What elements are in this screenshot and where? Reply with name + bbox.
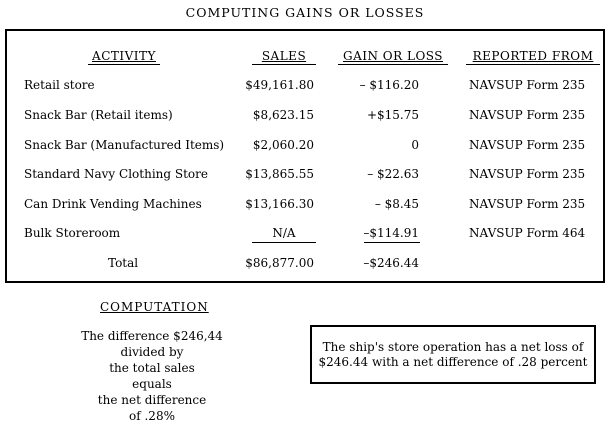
gains-losses-table: [5, 29, 605, 283]
row-activity: Retail store: [24, 78, 95, 92]
computation-line: equals: [132, 377, 172, 391]
gain-total-rule: [364, 242, 420, 243]
header-gain-or-loss: GAIN OR LOSS: [338, 49, 448, 65]
row-activity: Bulk Storeroom: [24, 226, 121, 240]
total-gain-or-loss: –$246.44: [363, 256, 419, 270]
row-reported-from: NAVSUP Form 235: [469, 197, 586, 211]
row-sales: $2,060.20: [252, 138, 314, 152]
row-gain-or-loss: +$15.75: [366, 108, 419, 122]
computation-line: divided by: [120, 345, 184, 359]
sales-total-rule: [252, 242, 316, 243]
computation-line: the total sales: [109, 361, 195, 375]
row-gain-or-loss: – $22.63: [367, 167, 419, 181]
row-sales: N/A: [272, 226, 296, 240]
row-gain-or-loss: – $8.45: [374, 197, 419, 211]
row-reported-from: NAVSUP Form 235: [469, 108, 586, 122]
row-gain-or-loss: –$114.91: [363, 226, 419, 240]
computation-text: [72, 328, 232, 424]
computation-title: COMPUTATION: [100, 300, 209, 314]
row-gain-or-loss: 0: [411, 138, 419, 152]
header-sales: SALES: [252, 49, 316, 65]
header-activity: ACTIVITY: [88, 49, 160, 65]
row-activity: Snack Bar (Manufactured Items): [24, 138, 225, 152]
computation-line: The difference $246,44: [81, 329, 223, 343]
page-title: COMPUTING GAINS OR LOSSES: [185, 5, 425, 20]
summary-note-box: [310, 325, 596, 384]
total-sales: $86,877.00: [245, 256, 314, 270]
summary-note-line: $246.44 with a net difference of .28 percent: [318, 354, 588, 369]
row-sales: $13,166.30: [245, 197, 314, 211]
row-activity: Snack Bar (Retail items): [24, 108, 173, 122]
row-gain-or-loss: – $116.20: [359, 78, 419, 92]
row-reported-from: NAVSUP Form 235: [469, 78, 586, 92]
summary-note-line: The ship's store operation has a net loss of: [322, 339, 584, 354]
computation-line: the net difference: [97, 393, 207, 407]
row-sales: $49,161.80: [245, 78, 314, 92]
row-sales: $8,623.15: [252, 108, 314, 122]
row-activity: Can Drink Vending Machines: [24, 197, 202, 211]
computation-line: of .28%: [129, 409, 175, 423]
row-reported-from: NAVSUP Form 235: [469, 138, 586, 152]
header-reported-from: REPORTED FROM: [466, 49, 600, 65]
row-reported-from: NAVSUP Form 235: [469, 167, 586, 181]
row-reported-from: NAVSUP Form 464: [469, 226, 586, 240]
total-label: Total: [108, 256, 139, 270]
row-activity: Standard Navy Clothing Store: [24, 167, 208, 181]
row-sales: $13,865.55: [245, 167, 314, 181]
